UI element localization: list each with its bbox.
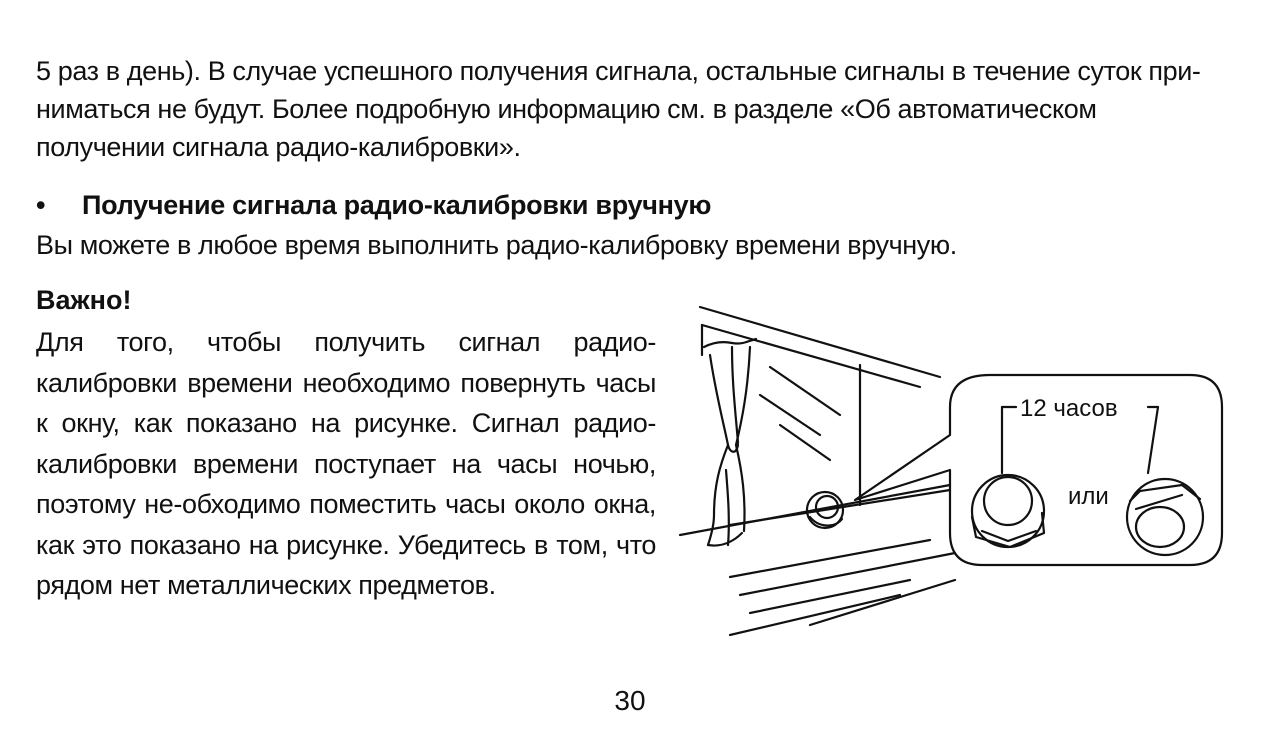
section-heading-text: Получение сигнала радио-калибровки вручную [82, 190, 712, 220]
clock-face-icon [972, 475, 1044, 547]
bullet-icon: • [36, 190, 46, 220]
intro-paragraph: 5 раз в день). В случае успешного получения сигнала, остальные сигналы в течение суток при-ниматься не будут. Более подробную информацию см. в разделе «Об автоматическом получении сигнала радио-калибровки». [36, 56, 1201, 162]
section-heading [36, 186, 711, 224]
important-heading: Важно! [36, 285, 132, 315]
light-rays-icon [680, 485, 955, 635]
page-number: 30 [614, 685, 646, 716]
label-or: или [1068, 483, 1109, 510]
label-12-hours: 12 часов [1020, 395, 1118, 422]
important-paragraph: Для того, чтобы получить сигнал радио-калибровки времени необходимо повернуть часы к окну, как показано на рисунке. Сигнал радио-калибровки времени поступает на часы ночью, поэтому не-обходимо поместить часы около окна, как это показано на рисунке. Убедитесь в том, что рядом нет металлических предметов. [36, 327, 656, 600]
window-clock-illustration [670, 295, 1240, 645]
manual-paragraph: Вы можете в любое время выполнить радио-калибровку времени вручную. [36, 230, 957, 260]
clock-face-rotated-icon [1127, 479, 1203, 555]
curtain-icon [704, 339, 756, 546]
